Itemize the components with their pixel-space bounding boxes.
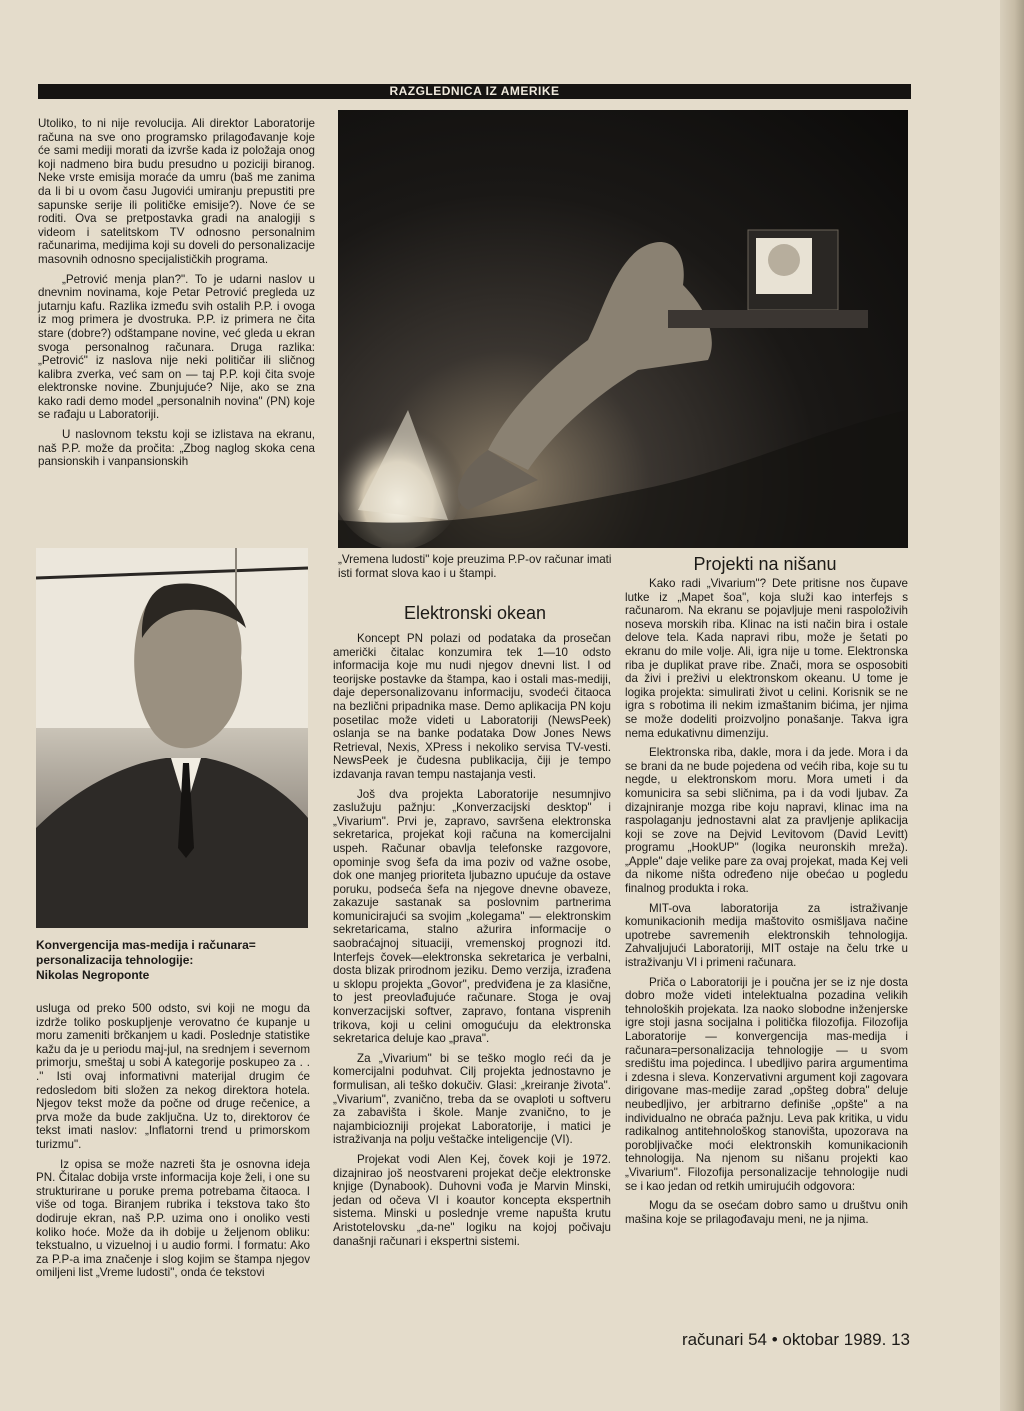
paragraph: Kako radi „Vivarium"? Dete pritisne nos čupave lutke iz „Mapet šoa", koja služi kao interfejs s računarom. Na ekranu se pojavljuje meni raspoloživih noseva morskih riba. Klinac na isti način bira i ostale delove tela. Kada napravi ribu, može je šetati po ekranu do mile volje. Ali, igra nije u tome. Elektronska riba je duplikat prave ribe. Znači, mora se osposobiti da živi i preživi u elektronskom okeanu. U tome je logika projekta: simulirati život u celini. Korisnik se ne igra s robotima ili nekim izmaštanim bićima, jer njima se može dodeliti proizvoljno ponašanje. Takva igra nema edukativnu dimenziju.: [625, 577, 908, 740]
column-3: [625, 577, 908, 1232]
heading-projekti-na-nisanu: Projekti na nišanu: [693, 554, 837, 574]
paragraph: Projekat vodi Alen Kej, čovek koji je 1972. dizajnirao još neostvareni projekat dečje elektronske knjige (Dynabook). Duhovni vođa je Marvin Minski, jedan od očeva VI i koautor koncepta ekspertnih sistema. Minski u poslednje vreme napušta krutu Aristotelovsku „da-ne" logiku na kojoj počivaju današnji računari i ekspertni sistemi.: [333, 1152, 611, 1248]
paragraph: „Petrović menja plan?". To je udarni naslov u dnevnim novinama, koje Petar Petrović pregleda uz jutarnju kafu. Razlika između svih ostalih P.P. i ovoga iz mog primera je dvostruka. P.P. iz primera ne čita stare (dobre?) odštampane novine, već gleda u ekran svoga personalnog računara. Druga razlika: „Petrović" iz naslova nije neki političar ili sličnog kalibra zverka, već sam on — taj P.P. koji čita svoje elektronske novine. Zbunjujuće? Nije, ako se zna kako radi demo model „personalnih novina" (PN) koje se rađaju u Laboratoriji.: [38, 272, 315, 422]
heading-elektronski-okean: Elektronski okean: [403, 603, 547, 623]
paragraph: Priča o Laboratoriji je i poučna jer se iz nje dosta dobro može videti intelektualna pozadina velikih tehnoloških projekata. Iza naoko slobodne inženjerske igre stoji jasna socijalna i politička filozofija. Filozofija Laboratorije — konvergencija mas-medija i računara=personalizacija tehnologije — u svom središtu ima pojedinca. I ubedljivo parira argumentima i zdesna i sleva. Konzervativni argument koji zagovara dirigovane mas-medije zarad „opšteg dobra" deluje neubedljivo, jer arbitrarno definiše „opšte" a na individualno ne obraća pažnju. Leva pak kritika, u vidu radikalnog antitehnološkog stanovišta, upozorava na porobljivačke moći elektronskih komunikacionih tehnologija. Na njenom su nišanu projekti kao „Vivarium". Filozofija personalizacije tehnologije nudi se i kao jedan od retkih umirujućih odgovora:: [625, 975, 908, 1193]
paragraph: Za „Vivarium" bi se teško moglo reći da je komercijalni poduhvat. Cilj projekta jednostavno je formulisan, ali teško dokučiv. Glasi: „kreiranje života". „Vivarium", zvanično, treba da se ovaploti u softveru za zabavišta i škole. Manje zvanično, to je najambiciozniji projekat Laboratorije, i matici je istraživanja na polju veštačke inteligencije (VI).: [333, 1051, 611, 1147]
paragraph: Utoliko, to ni nije revolucija. Ali direktor Laboratorije računa na sve ono programsko prilagođavanje koje će sami mediji morati da izvrše kada iz položaja onog koji nadmeno bira budu presudno u poziciji biranog. Neke vrste emisija moraće da umru (baš me zanima da li bi u ovom času Jugovići umiranju prepustiti pre sapunske serije ili političke emisije?). Nove će se roditi. Ova se pretpostavka gradi na analogiji s videom i satelitskom TV odnosno personalnim računarima, medijima koji su doveli do personalizacije masovnih odnosno specijalističkih programa.: [38, 117, 315, 266]
portrait-caption: [36, 938, 308, 983]
photo-illustration: [338, 110, 908, 548]
paragraph: Iz opisa se može nazreti šta je osnovna ideja PN. Čitalac dobija vrste informacija koje želi, i one su strukturirane u poruke prema potrebama čitaoca. I više od toga. Biranjem rubrika i tekstova tako što dodiruje ekran, naš P.P. uzima ono i onoliko vesti koliko hoće. Može da ih dobije u željenom obliku: tekstualno, u vizuelnoj i u audio formi. I formatu: Ako za P.P-a ima značenje i slog kojim se štampa njegov omiljeni list „Vreme ludosti", onda će tekstovi: [36, 1157, 310, 1280]
column-1-bottom: [36, 1002, 310, 1286]
column-2: [333, 632, 611, 1254]
paragraph: Koncept PN polazi od podataka da prosečan američki čitalac konzumira tek 1—10 odsto informacija koje mu nudi njegov dnevni list. I od teorijske postavke da štampa, kao i ostali mas-mediji, daje depersonalizovanu informaciju, svodeći čitaoca na bezlični pripadnika mase. Demo aplikacija PN koju posetilac može videti u Laboratoriji (NewsPeek) oslanja se na banke podataka Dow Jones News Retrieval, Nexis, XPress i nekoliko servisa TV-vesti. NewsPeek je čudesna publikacija, čiji je tempo izdavanja ravan tempu nastajanja vesti.: [333, 632, 611, 781]
page-footer: računari 54 • oktobar 1989. 13: [681, 1330, 910, 1349]
portrait-illustration: [36, 548, 308, 928]
photo-caption: „Vremena ludosti" koje preuzima P.P-ov računar imati isti format slova kao i u štampi.: [338, 553, 612, 580]
caption-line: Nikolas Negroponte: [36, 968, 150, 982]
section-banner: RAZGLEDNICA IZ AMERIKE: [38, 84, 911, 99]
paragraph: Mogu da se osećam dobro samo u društvu onih mašina koje se prilagođavaju meni, ne ja njima.: [625, 1199, 908, 1226]
paragraph: Elektronska riba, dakle, mora i da jede. Mora i da se brani da ne bude pojedena od većih riba, koje su tu negde, u elektronskom moru. Mora umeti i da komunicira sa sebi sličnima, pa i da vodi ljubav. Za dizajniranje mozga ribe koju napravi, klinac ima na raspolaganju jednostavni alat za pravljenje aplikacija koji se zove na Dejvid Levitovom (David Levitt) programu „HookUP" (logika neuronskih mreža). „Apple" daje velike pare za ovaj projekat, mada Kej veli da nikome ništa određeno nije obećao u pogledu finalnog produkta i roka.: [625, 746, 908, 896]
photo-man-at-computer: [338, 110, 908, 548]
caption-line: Konvergencija mas-medija i računara=: [36, 938, 256, 952]
photo-nikolas-negroponte: [36, 548, 308, 928]
paragraph: usluga od preko 500 odsto, svi koji ne mogu da izdrže toliko poskupljenje verovatno će kupanje u moru zameniti brčkanjem u kadi. Poslednje statistike kažu da je u periodu maj-jul, na srednjem i severnom primorju, smeštaj u sobi A kategorije poskupeo za . . ." Isti ovaj informativni materijal drugim će redosledom biti složen za nekog direktora hotela. Njegov tekst može da počne od druge rečenice, a prva može da bude zaključna. Uz to, direktorov će tekst imati naslov: „Inflatorni trend u primorskom turizmu".: [36, 1002, 310, 1151]
caption-line: personalizacija tehnologije:: [36, 953, 194, 967]
paragraph: U naslovnom tekstu koji se izlistava na ekranu, naš P.P. može da pročita: „Zbog naglog skoka cena pansionskih i vanpansionskih: [38, 428, 315, 469]
paragraph: Još dva projekta Laboratorije nesumnjivo zaslužuju pažnju: „Konverzacijski desktop" i „Vivarium". Prvi je, zapravo, savršena elektronska sekretarica, projekat koji računa na komercijalni uspeh. Računar obavlja telefonske razgovore, opominje svog šefa da ima poziv od važne osobe, dok one manjeg prioriteta ljubazno upućuje da ostave poruku, podseća šefa na njegove dnevne obaveze, zakazuje sastanak sa poslovnim partnerima komunicirajući sa svojim „kolegama" — elektronskim sekretaricama, stalno ažurira informacije o saobraćajnoj situaciji, vremenskoj prognozi itd. Interfejs čovek—elektronska sekretarica je verbalni, dosta blizak prirodnom jeziku. Demo verzija, izrađena u sklopu projekta „Govor", predviđena je za klasične, to jest preovlađujuće računare. Stoga je ovaj konverzacijski softver, zapravo, fontana visprenih trikova, koji u celini omogućuju da elektronska sekretarica deluje kao „prava".: [333, 787, 611, 1046]
column-1-top: [38, 117, 315, 475]
page-edge: [1000, 0, 1024, 1411]
paragraph: MIT-ova laboratorija za istraživanje komunikacionih medija maštovito osmišljava načine upotrebe savremenih elektronskih tehnologija. Zahvaljujući Laboratoriji, MIT ostaje na čelu trke u istraživanju VI i primeni računara.: [625, 901, 908, 970]
